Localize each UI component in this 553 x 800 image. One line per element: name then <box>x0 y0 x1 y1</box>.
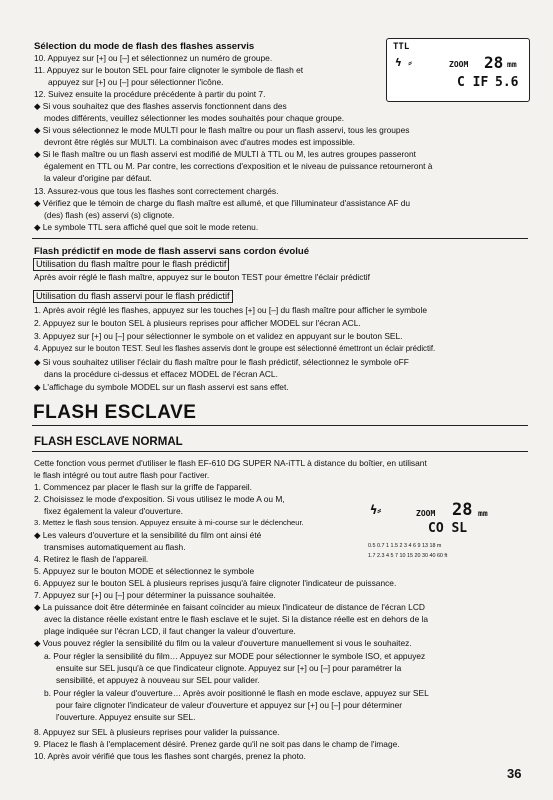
text-line: dans la procédure ci-dessus et effacez MODEL de l'écran ACL. <box>44 369 278 379</box>
zoom-value: 28 <box>452 500 473 520</box>
text-line: 5. Appuyez sur le bouton MODE et sélectionnez le symbole <box>34 566 255 576</box>
text-line: 11. Appuyez sur le bouton SEL pour faire clignoter le symbole de flash et <box>34 65 304 75</box>
text-line: également en TTL ou M. Par contre, les corrections d'exposition et le niveau de puissance retourneront à <box>44 161 433 171</box>
section-title-slave-mode: Sélection du mode de flash des flashes asservis <box>34 41 255 52</box>
text-line: 3. Appuyez sur [+] ou [–] pour sélectionner le symbole on et validez en appuyant sur le bouton SEL. <box>34 331 403 341</box>
text-line: 10. Appuyez sur [+] ou [–] et sélectionnez un numéro de groupe. <box>34 53 273 63</box>
subsection-heading-normal: FLASH ESCLAVE NORMAL <box>34 436 183 448</box>
text-line: b. Pour régler la valeur d'ouverture… Après avoir positionné le flash en mode esclave, appuyez sur SEL <box>44 688 429 698</box>
text-line: ◆ Le symbole TTL sera affiché quel que soit le mode retenu. <box>34 222 259 232</box>
text-line: 7. Appuyez sur [+] ou [–] pour déterminer la puissance souhaitée. <box>34 590 276 600</box>
divider <box>32 451 528 452</box>
text-line: 3. Mettez le flash sous tension. Appuyez ensuite à mi-course sur le déclencheur. <box>34 518 304 527</box>
text-line: le flash intégré ou tout autre flash pour l'activer. <box>34 470 210 480</box>
text-line: 2. Choisissez le mode d'exposition. Si vous utilisez le mode A ou M, <box>34 494 285 504</box>
text-line: la valeur d'origine par défaut. <box>44 173 152 183</box>
text-line: pour faire clignoter l'indicateur de valeur d'ouverture et appuyez sur [+] ou [–] pour déterminer <box>56 700 403 710</box>
text-line: ◆ La puissance doit être déterminée en faisant coïncider au mieux l'indicateur de distance de l'écran LCD <box>34 602 425 612</box>
text-line: 1. Après avoir réglé les flashes, appuyez sur les touches [+] ou [–] du flash maître pour afficher le symbole <box>34 305 427 315</box>
text-line: ◆ Vérifiez que le témoin de charge du flash maître est allumé, et que l'illuminateur d'assistance AF du <box>34 198 411 208</box>
text-line: 2. Appuyez sur le bouton SEL à plusieurs reprises pour afficher MODEL sur l'écran ACL. <box>34 318 361 328</box>
text-line: devront être réglés sur MULTI. La combinaison avec d'autres modes est impossible. <box>44 137 355 147</box>
text-line: appuyez sur [+] ou [–] pour sélectionner l'icône. <box>48 77 224 87</box>
zoom-label: ZOOM <box>416 509 436 518</box>
text-line: 12. Suivez ensuite la procédure précédente à partir du point 7. <box>34 89 266 99</box>
text-line: fixez également la valeur d'ouverture. <box>44 506 183 516</box>
text-line: 9. Placez le flash à l'emplacement désiré. Prenez garde qu'il ne soit pas dans le champ de l'image. <box>34 739 400 749</box>
text-line: ◆ L'affichage du symbole MODEL sur un flash asservi est sans effet. <box>34 382 289 392</box>
zoom-label: ZOOM <box>449 60 469 69</box>
text-line: ensuite sur SEL jusqu'à ce que l'indicateur clignote. Appuyez sur [+] ou [–] pour paramétrer la <box>56 663 402 673</box>
text-line: modes différents, veuillez sélectionner les modes souhaités pour chaque groupe. <box>44 113 345 123</box>
ttl-label: TTL <box>393 42 410 52</box>
text-line: 8. Appuyez sur SEL à plusieurs reprises pour valider la puissance. <box>34 727 280 737</box>
text-line: ◆ Si vous souhaitez que des flashes asservis fonctionnent dans des <box>34 101 287 111</box>
text-line: a. Pour régler la sensibilité du film… Appuyez sur MODE pour sélectionner le symbole ISO, et appuyez <box>44 651 426 661</box>
text-line: 1. Commencez par placer le flash sur la griffe de l'appareil. <box>34 482 252 492</box>
text-line: Après avoir réglé le flash maître, appuyez sur le bouton TEST pour émettre l'éclair prédictif <box>34 272 370 282</box>
text-line: 10. Après avoir vérifié que tous les flashes sont chargés, prenez la photo. <box>34 751 306 761</box>
text-line: transmises automatiquement au flash. <box>44 542 186 552</box>
distance-scale-ft: 1.7 2.3 4 5 7 10 15 20 30 40 60 ft <box>368 553 448 559</box>
subheading-master: Utilisation du flash maître pour le flash prédictif <box>33 258 229 271</box>
text-line: (des) flash (es) asservi (s) clignote. <box>44 210 175 220</box>
text-line: 6. Appuyez sur le bouton SEL à plusieurs reprises jusqu'à faire clignoter l'indicateur de puissance. <box>34 578 397 588</box>
divider <box>32 238 528 239</box>
text-line: l'ouverture. Appuyez ensuite sur SEL. <box>56 712 196 722</box>
text-line: 4. Retirez le flash de l'appareil. <box>34 554 149 564</box>
text-line: Cette fonction vous permet d'utiliser le flash EF-610 DG SUPER NA-iTTL à distance du boîtier, en utilisant <box>34 458 427 468</box>
lcd-display-group <box>386 38 530 102</box>
mm-label: mm <box>507 60 517 69</box>
flash-icon: ϟ ⸗ <box>395 56 412 69</box>
mm-label: mm <box>478 509 488 518</box>
text-line: ◆ Les valeurs d'ouverture et la sensibilité du film ont ainsi été <box>34 530 262 540</box>
fstop-value: 5.6 <box>495 75 519 90</box>
section-title-predictive: Flash prédictif en mode de flash asservi sans cordon évolué <box>34 246 310 257</box>
page-number: 36 <box>507 766 522 781</box>
flash-icon: ϟ⸗ <box>370 503 382 517</box>
lcd-display-slave <box>368 495 528 565</box>
text-line: ◆ Si vous sélectionnez le mode MULTI pour le flash maître ou pour un flash asservi, tous les groupes <box>34 125 410 135</box>
subheading-slave: Utilisation du flash asservi pour le flash prédictif <box>33 290 233 303</box>
text-line: avec la distance réelle existant entre le flash esclave et le sujet. Si la distance réelle est en dehors de la <box>44 614 429 624</box>
text-line: 13. Assurez-vous que tous les flashes sont correctement chargés. <box>34 186 279 196</box>
text-line: plage indiquée sur l'écran LCD, il faut changer la valeur d'ouverture. <box>44 626 296 636</box>
group-indicator: C IF <box>457 75 489 90</box>
distance-scale-m: 0.5 0.7 1 1.5 2 3 4 6 9 13 18 m <box>368 543 442 549</box>
text-line: 4. Appuyez sur le bouton TEST. Seul les flashes asservis dont le groupe est sélectionné émettront un éclair prédictif. <box>34 344 436 353</box>
mode-indicator: CO SL <box>428 521 468 536</box>
text-line: ◆ Vous pouvez régler la sensibilité du film ou la valeur d'ouverture manuellement si vous le souhaitez. <box>34 638 412 648</box>
text-line: ◆ Si vous souhaitez utiliser l'éclair du flash maître pour le flash prédictif, sélectionnez le symbole oFF <box>34 357 409 367</box>
text-line: ◆ Si le flash maître ou un flash asservi est modifié de MULTI à TTL ou M, les autres groupes passeront <box>34 149 416 159</box>
text-line: sensibilité, et appuyez à nouveau sur SEL pour valider. <box>56 675 260 685</box>
divider <box>32 425 528 426</box>
zoom-value: 28 <box>484 53 504 72</box>
section-heading-flash-esclave: FLASH ESCLAVE <box>33 402 197 423</box>
